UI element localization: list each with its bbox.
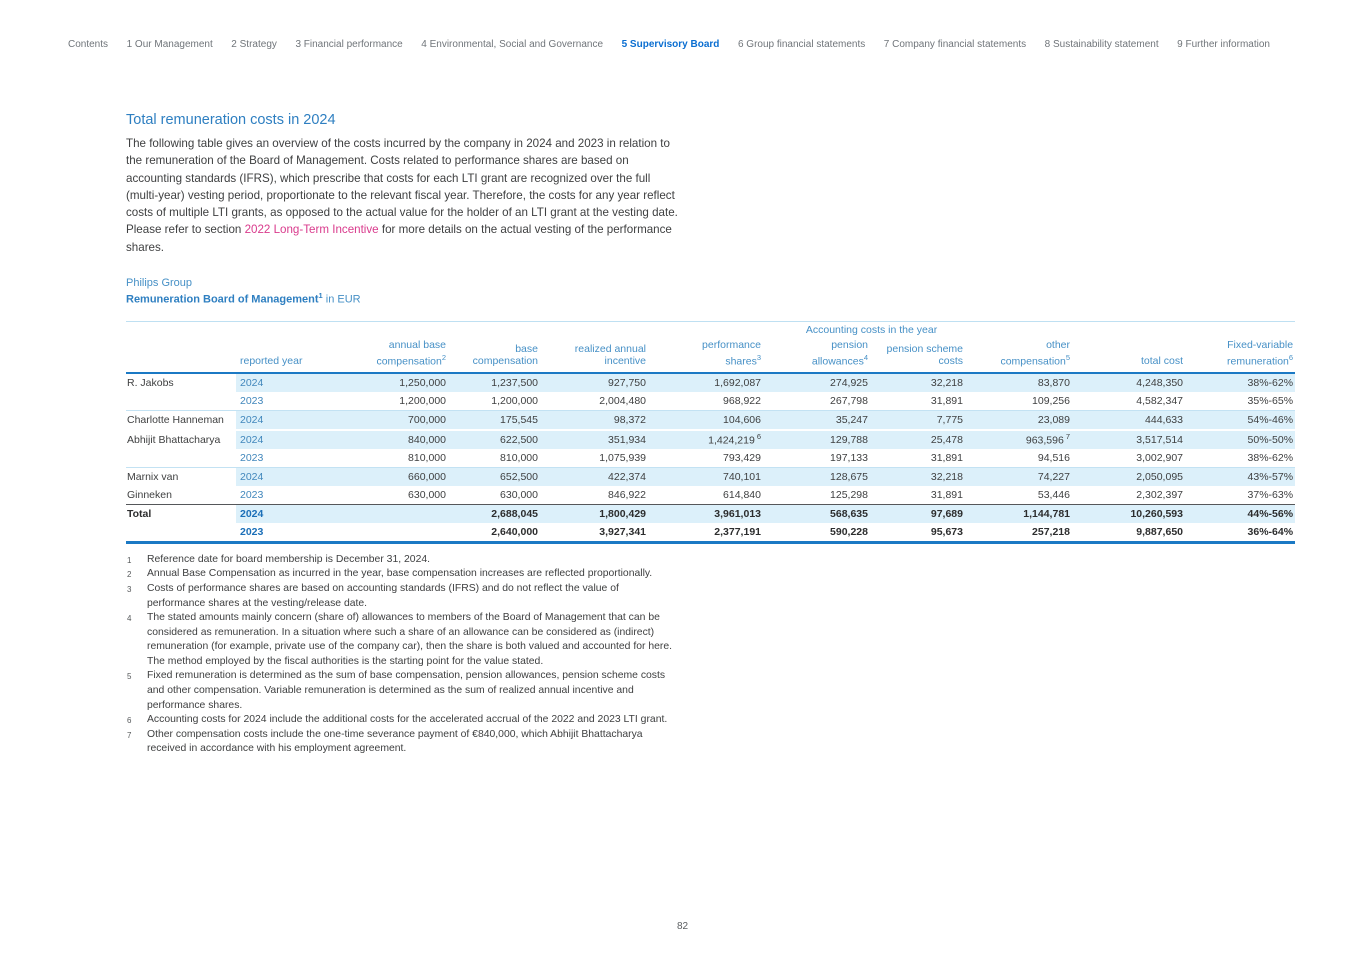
footnote-5: 5 Fixed remuneration is determined as the sum of base compensation, pension allowances, pension scheme costs and other compensation. Variable remuneration is determined as the sum of realized annual incentive and performance shares.: [127, 670, 666, 711]
col-header-reported-year: reported year: [236, 339, 310, 373]
table-group-header-row: [126, 321, 1295, 339]
col-header-realized-annual-incentive: realized annual incentive: [540, 339, 648, 373]
col-header-pension-scheme-costs: pension scheme costs: [870, 339, 965, 373]
col-header-annual-base-compensation: annual base compensation$^2$: [310, 339, 448, 373]
nav-item-financial-performance[interactable]: 3 Financial performance: [295, 39, 403, 50]
top-navigation: [68, 39, 1270, 50]
col-header-performance-shares: performance shares$^3$: [648, 339, 763, 373]
footnote-7: 7 Other compensation costs include the one-time severance payment of €840,000, which Abhijit Bhattacharya received in accordance with his employment agreement.: [127, 728, 643, 755]
paragraph-text-2: for more details on the actual vesting of the performance shares.: [126, 223, 672, 254]
page-number: 82: [676, 921, 689, 932]
table-row: Ginneken 2023 630,000 630,000 846,922 614,840 125,298 31,891 53,446 2,302,397 37%-63%: [126, 486, 1295, 505]
table-row: Marnix van 2024 660,000 652,500 422,374 740,101 128,675 32,218 74,227 2,050,095 43%-57%: [126, 467, 1295, 486]
table-title-footnote-marker: 1: [318, 291, 323, 301]
section-title: Total remuneration costs in 2024: [126, 112, 336, 128]
group-header-spacer: [126, 321, 448, 339]
lti-section-link[interactable]: 2022 Long-Term Incentive: [244, 223, 379, 237]
table-row: 2023 810,000 810,000 1,075,939 793,429 197,133 31,891 94,516 3,002,907 38%-62%: [126, 449, 1295, 468]
footnote-marker-7: 7: [1065, 432, 1070, 442]
table-row: 2023 1,200,000 1,200,000 2,004,480 968,922 267,798 31,891 109,256 4,582,347 35%-65%: [126, 392, 1295, 411]
table-pretitle: Philips Group: [126, 277, 193, 290]
footnotes: [126, 553, 678, 757]
col-header-base-compensation: base compensation: [448, 339, 540, 373]
nav-item-group-financial-statements[interactable]: 6 Group financial statements: [737, 39, 866, 50]
table-title: [126, 291, 1295, 306]
paragraph-text-1: The following table gives an overview of the costs incurred by the company in 2024 and 2023 in relation to the remuneration of the Board of Management. Costs related to performance shares are based on accounting standards (IFRS), which prescribe that costs for each LTI grant are recognized over the full (multi-year) vesting period, proportionate to the relevant fiscal year. Therefore, the costs for any year reflect costs of multiple LTI grants, as opposed to the actual value for the holder of an LTI grant at the vesting date. Please refer to section: [126, 137, 678, 237]
table-row: Abhijit Bhattacharya 2024 840,000 622,500 351,934 1,424,219 $^6$ 129,788 25,478 963,596 $^7$ 3,517,514 50%-50%: [126, 430, 1295, 449]
col-header-name: [126, 339, 236, 373]
col-header-pension-allowances: pension allowances$^4$: [763, 339, 870, 373]
col-header-fixed-variable-remuneration: Fixed-variable remuneration$^6$: [1185, 339, 1295, 373]
table-row: R. Jakobs 2024 1,250,000 1,237,500 927,750 1,692,087 274,925 32,218 83,870 4,248,350 38%-62%: [126, 373, 1295, 392]
intro-paragraph: [126, 135, 679, 256]
page-content: [126, 112, 1295, 757]
nav-item-our-management[interactable]: 1 Our Management: [126, 39, 213, 50]
nav-item-supervisory-board[interactable]: 5 Supervisory Board: [621, 39, 720, 50]
remuneration-table: [126, 321, 1295, 544]
col-header-other-compensation: other compensation$^5$: [965, 339, 1072, 373]
nav-item-sustainability-statement[interactable]: 8 Sustainability statement: [1044, 39, 1159, 50]
footnote-6: 6 Accounting costs for 2024 include the additional costs for the accelerated accrual of the 2022 and 2023 LTI grant.: [127, 714, 668, 726]
group-header-accounting-costs: Accounting costs in the year: [805, 323, 938, 336]
table-total-row: 2023 2,640,000 3,927,341 2,377,191 590,228 95,673 257,218 9,887,650 36%-64%: [126, 523, 1295, 543]
nav-item-company-financial-statements[interactable]: 7 Company financial statements: [883, 39, 1027, 50]
footnote-marker-6: 6: [756, 432, 761, 442]
footnote-1: 1 Reference date for board membership is December 31, 2024.: [127, 553, 431, 565]
nav-item-strategy[interactable]: 2 Strategy: [231, 39, 277, 50]
footnote-4: 4 The stated amounts mainly concern (share of) allowances to members of the Board of Management that can be considered as remuneration. In a situation where such a share of an allowance can be considered as (indirect) remuneration (for example, private use of the company car), then the share is both valued and accounted for here. The method employed by the fiscal authorities is the starting point for the value stated.: [127, 612, 673, 667]
footnote-3: 3 Costs of performance shares are based on accounting standards (IFRS) and do not reflect the value of performance shares at the vesting/release date.: [127, 582, 619, 609]
table-row: Charlotte Hanneman 2024 700,000 175,545 98,372 104,606 35,247 7,775 23,089 444,633 54%-46%: [126, 410, 1295, 430]
nav-item-esg[interactable]: 4 Environmental, Social and Governance: [421, 39, 604, 50]
table-total-row: Total 2024 2,688,045 1,800,429 3,961,013 568,635 97,689 1,144,781 10,260,593 44%-56%: [126, 504, 1295, 523]
table-title-text: Remuneration Board of Management: [126, 293, 319, 306]
col-header-total-cost: total cost: [1072, 339, 1185, 373]
nav-item-further-information[interactable]: 9 Further information: [1177, 39, 1270, 50]
nav-item-contents[interactable]: Contents: [68, 39, 109, 50]
table-title-suffix: in EUR: [322, 293, 361, 306]
footnote-2: 2 Annual Base Compensation as incurred in the year, base compensation increases are reflected proportionally.: [127, 568, 653, 580]
table-column-header-row: [126, 339, 1295, 373]
